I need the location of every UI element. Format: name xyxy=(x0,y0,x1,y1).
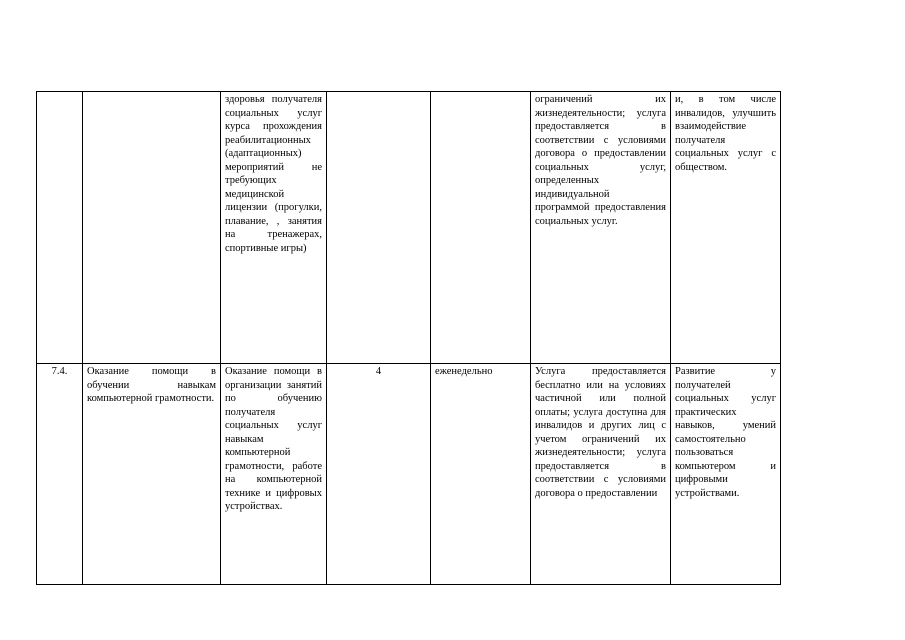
cell-description: здоровья получателя социальных услуг курса прохождения реабилитационных (адаптационных) мероприятий не требующих медицинской лицензии (прогулки, плавание, , занятия на тренажерах, спортивные игры) xyxy=(221,92,327,364)
cell-result: и, в том числе инвалидов, улучшить взаимодействие получателя социальных услуг с обществом. xyxy=(671,92,781,364)
cell-service: Оказание помощи в обучении навыкам компьютерной грамотности. xyxy=(83,364,221,585)
cell-number xyxy=(37,92,83,364)
cell-result: Развитие у получателей социальных услуг практических навыков, умений самостоятельно пользоваться компьютером и цифровыми устройствами. xyxy=(671,364,781,585)
table-row xyxy=(37,364,781,585)
cell-service xyxy=(83,92,221,364)
cell-volume xyxy=(327,92,431,364)
table-row xyxy=(37,92,781,364)
cell-frequency xyxy=(431,92,531,364)
cell-volume: 4 xyxy=(327,364,431,585)
cell-conditions: Услуга предоставляется бесплатно или на условиях частичной или полной оплаты; услуга доступна для инвалидов и других лиц с учетом ограничений их жизнедеятельности; услуга предоставляется в соответствии с условиями договора о предоставлении xyxy=(531,364,671,585)
cell-description: Оказание помощи в организации занятий по обучению получателя социальных услуг навыкам компьютерной грамотности, работе на компьютерной технике и цифровых устройствах. xyxy=(221,364,327,585)
cell-number: 7.4. xyxy=(37,364,83,585)
services-table xyxy=(36,91,781,585)
cell-conditions: ограничений их жизнедеятельности; услуга предоставляется в соответствии с условиями договора о предоставлении социальных услуг, определенных индивидуальной программой предоставления социальных услуг. xyxy=(531,92,671,364)
cell-frequency: еженедельно xyxy=(431,364,531,585)
